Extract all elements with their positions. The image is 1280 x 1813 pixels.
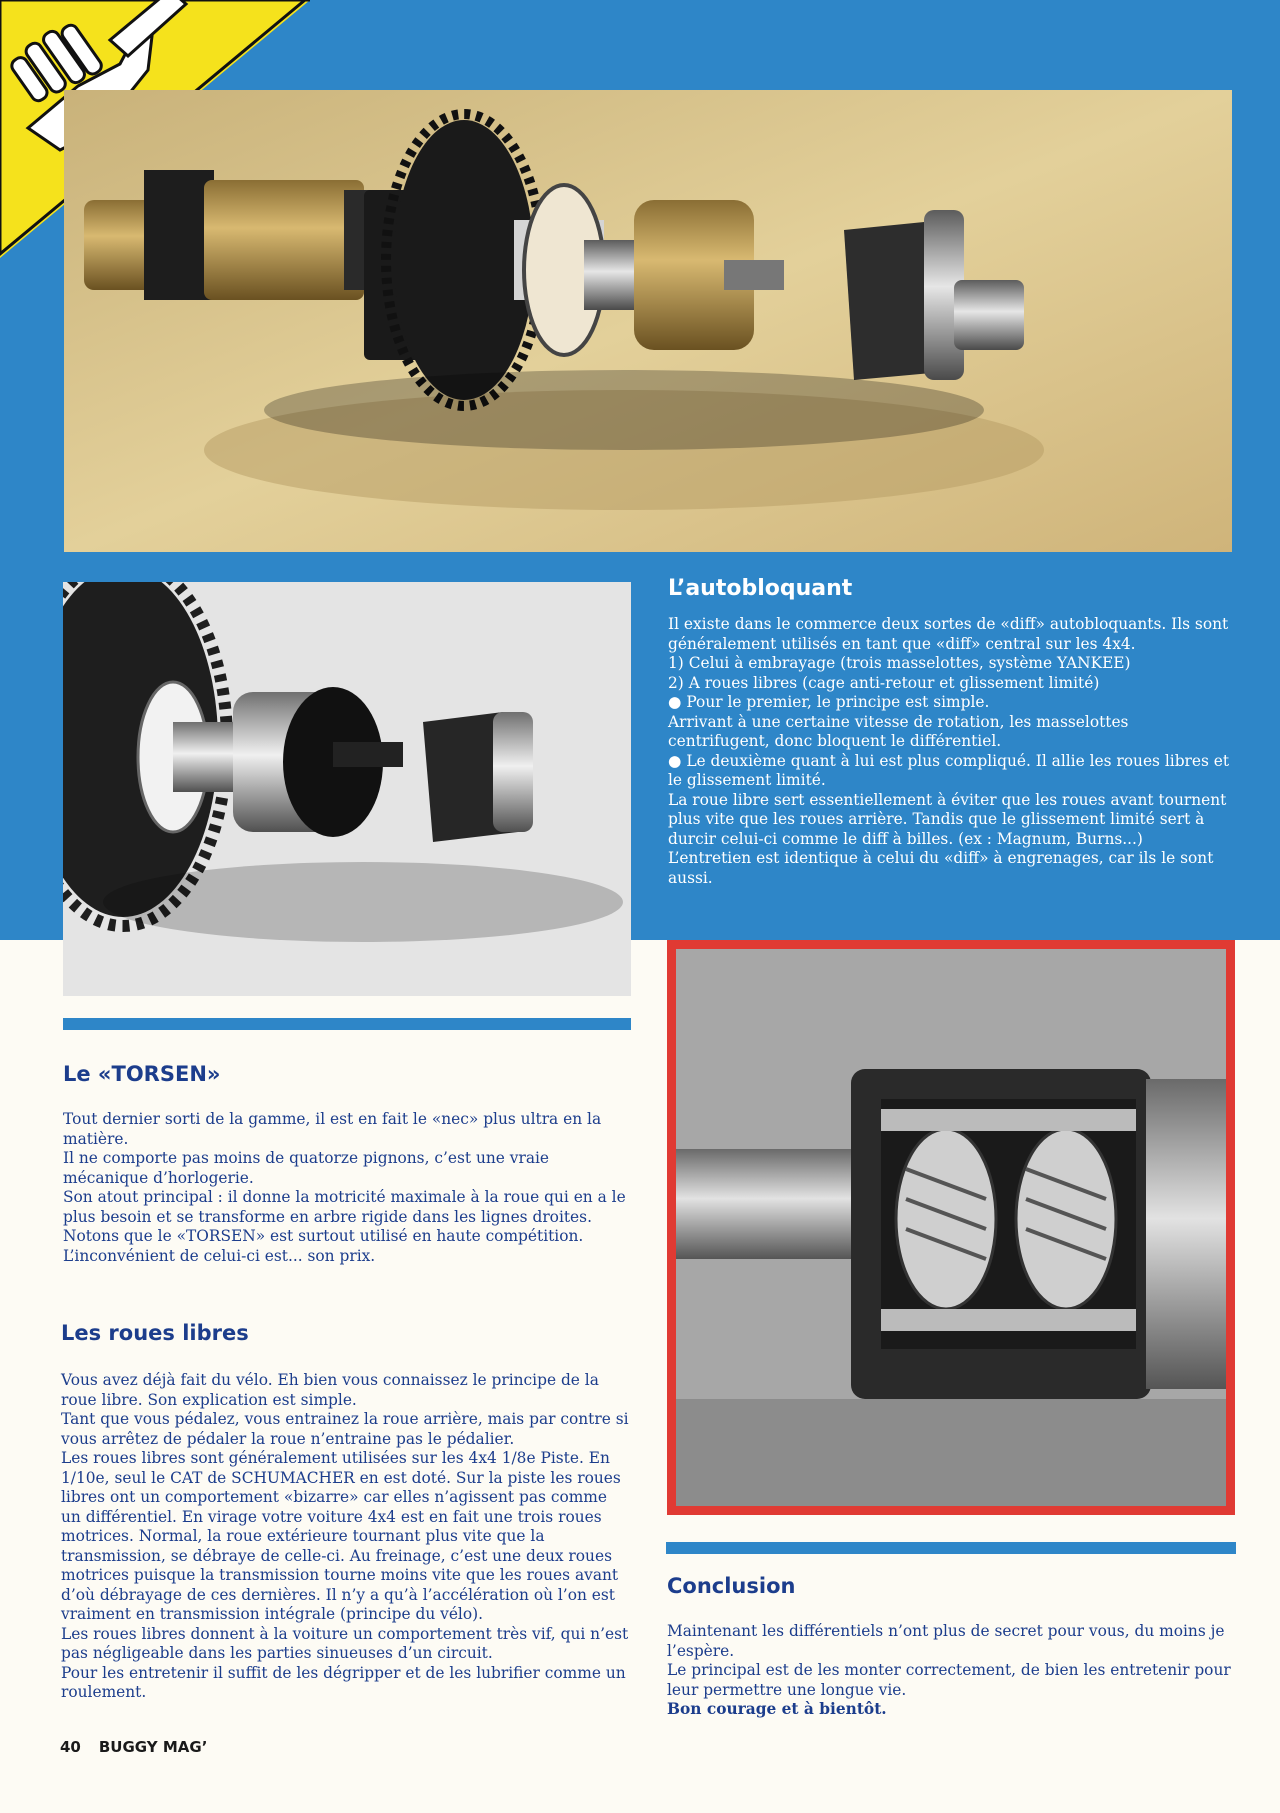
magazine-name: BUGGY MAG’: [98, 1738, 208, 1756]
paragraph: Son atout principal : il donne la motricité maximale à la roue qui en a le plus besoin et se transforme en arbre rigide dans les lignes droites.: [63, 1188, 626, 1226]
torsen-title: Le «TORSEN»: [63, 1062, 221, 1086]
paragraph: 2) A roues libres (cage anti-retour et glissement limité): [668, 673, 1100, 692]
paragraph: Il ne comporte pas moins de quatorze pignons, c’est une vraie mécanique d’horlogerie.: [63, 1149, 550, 1187]
autobloquant-title: L’autobloquant: [668, 576, 853, 601]
torsen-section: [63, 1062, 631, 1266]
paragraph: Le principal est de les monter correctement, de bien les entretenir pour leur permettre une longue vie.: [667, 1661, 1231, 1699]
paragraph: Notons que le «TORSEN» est surtout utilisé en haute compétition.: [63, 1227, 584, 1245]
paragraph: Les roues libres sont généralement utilisées sur les 4x4 1/8e Piste. En 1/10e, seul le CAT de SCHUMACHER en est doté. Sur la piste les roues libres ont un comportement «bizarre» car elles n’agissent pas comme un différentiel. En virage votre voiture 4x4 est en fait une trois roues motrices. Normal, la roue extérieure tournant plus vite que la transmission, se débraye de celle-ci. Au freinage, c’est une deux roues motrices puisque la transmission tourne moins vite que les roues avant d’où débrayage de ces dernières. Il n’y a qu’à l’accélération où l’on est vraiment en transmission intégrale (principe du vélo).: [61, 1449, 621, 1623]
conclusion-title: Conclusion: [667, 1574, 796, 1598]
paragraph: Pour les entretenir il suffit de les dégripper et de les lubrifier comme un roulement.: [61, 1663, 626, 1701]
paragraph: ● Pour le premier, le principe est simple.: [668, 693, 990, 711]
autobloquant-section: [668, 576, 1234, 888]
paragraph: ● Le deuxième quant à lui est plus compliqué. Il allie les roues libres et le glissement limité.: [668, 751, 1230, 789]
paragraph: L’entretien est identique à celui du «diff» à engrenages, car ils le sont aussi.: [668, 849, 1214, 887]
page-footer: [60, 1738, 225, 1756]
paragraph: Les roues libres donnent à la voiture un comportement très vif, qui n’est pas négligeable dans les parties sinueuses d’un circuit.: [61, 1624, 629, 1662]
conclusion-section: [667, 1574, 1233, 1720]
paragraph: Maintenant les différentiels n’ont plus de secret pour vous, du moins je l’espère.: [667, 1622, 1225, 1660]
paragraph: L’inconvénient de celui-ci est... son prix.: [63, 1246, 376, 1265]
paragraph: Tant que vous pédalez, vous entrainez la roue arrière, mais par contre si vous arrêtez de pédaler la roue n’entraine pas le pédalier.: [61, 1410, 629, 1448]
paragraph: Bon courage et à bientôt.: [667, 1700, 887, 1718]
paragraph: Il existe dans le commerce deux sortes de «diff» autobloquants. Ils sont généralement utilisés en tant que «diff» central sur les 4x4.: [668, 615, 1229, 653]
torsen-gears-photo: [667, 940, 1235, 1515]
freewheel-gear-photo: [63, 582, 631, 996]
section-rule: [666, 1542, 1236, 1554]
differential-assembly-photo: [64, 90, 1232, 552]
paragraph: La roue libre sert essentiellement à éviter que les roues avant tournent plus vite que les roues arrière. Tandis que le glissement limité sert à durcir celui-ci comme le diff à billes. (ex : Magnum, Burns...): [668, 790, 1227, 848]
page-number: 40: [60, 1738, 81, 1756]
paragraph: Vous avez déjà fait du vélo. Eh bien vous connaissez le principe de la roue libre. Son explication est simple.: [61, 1371, 599, 1409]
paragraph: Arrivant à une certaine vitesse de rotation, les masselottes centrifugent, donc bloquent le différentiel.: [668, 712, 1129, 750]
roues-libres-section: [61, 1321, 631, 1703]
section-rule: [63, 1018, 631, 1030]
roues-libres-title: Les roues libres: [61, 1321, 249, 1345]
paragraph: 1) Celui à embrayage (trois masselottes, système YANKEE): [668, 654, 1131, 672]
paragraph: Tout dernier sorti de la gamme, il est en fait le «nec» plus ultra en la matière.: [63, 1110, 602, 1148]
